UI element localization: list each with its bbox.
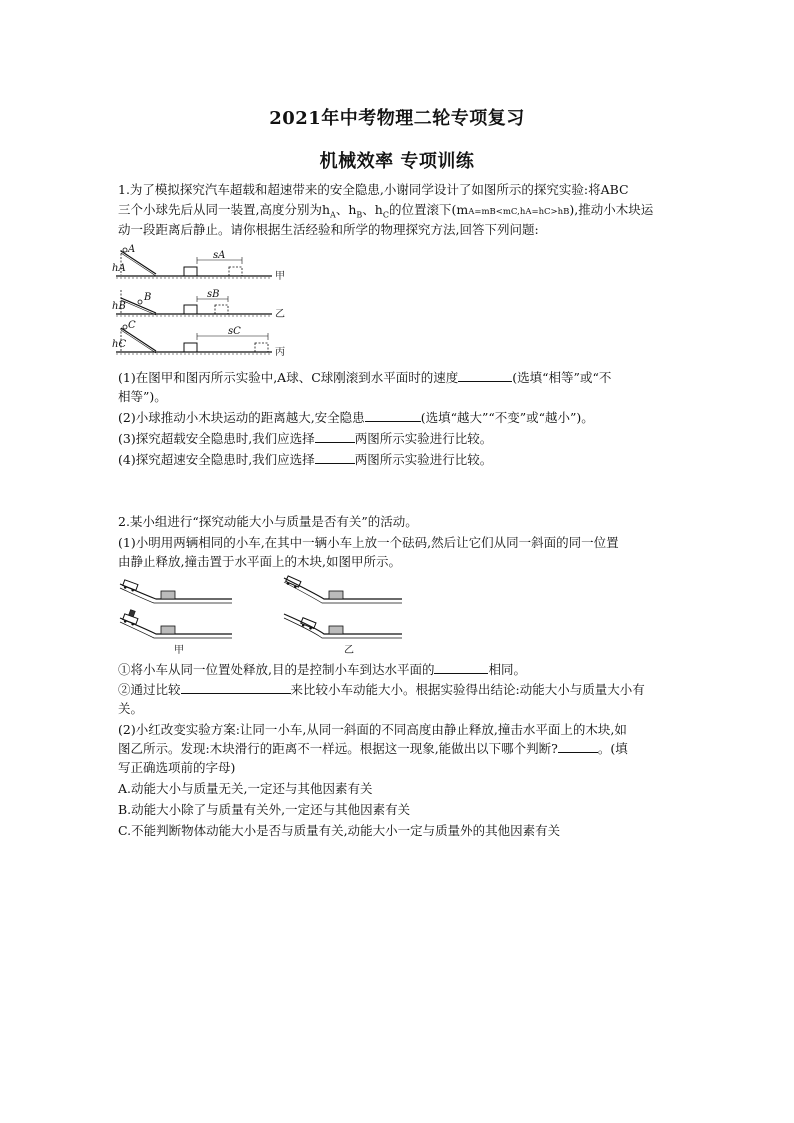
q1-stem-text: 的位置滚下(m: [388, 202, 469, 217]
q1-part1-cont: 相等”)。: [118, 389, 167, 404]
label-ball-c: C: [128, 320, 136, 331]
q2-part2-text: 。(填: [597, 741, 628, 756]
page-subtitle: 机械效率 专项训练: [319, 151, 475, 172]
label-row-jia: 甲: [275, 271, 285, 282]
q1-condition: A=mB<mC,hA=hC>hB: [468, 207, 570, 217]
q1-part4-text: (4)探究超速安全隐患时,我们应选择: [118, 452, 315, 467]
q1-part2: [118, 408, 708, 427]
fig-yi: [284, 576, 402, 656]
q2-part2-text: 图乙所示。发现:木块滑行的距离不一样远。根据这一现象,能做出以下哪个判断?: [118, 741, 558, 756]
subscript: B: [356, 210, 363, 220]
q1-part3: [118, 429, 708, 448]
answer-blank[interactable]: [315, 430, 355, 443]
q1-part4-text: 两图所示实验进行比较。: [354, 452, 493, 467]
q2-option-a: A.动能大小与质量无关,一定还与其他因素有关: [118, 781, 373, 796]
q2-part1-line2: 由静止释放,撞击置于水平面上的木块,如图甲所示。: [118, 554, 401, 569]
q2-figure: [112, 574, 412, 658]
label-row-yi: 乙: [275, 309, 285, 320]
q1-part2-text: (选填“越大”“不变”或“越小”)。: [420, 410, 594, 425]
q2-step2-text: 来比较小车动能大小。根据实验得出结论:动能大小与质量大小有: [290, 682, 645, 697]
fig-row-bing: [112, 320, 285, 358]
answer-blank[interactable]: [315, 451, 355, 464]
q1-part1: [118, 368, 708, 387]
q2-part2-line3: 写正确选项前的字母): [118, 760, 236, 775]
q2-step1-text: 相同。: [488, 662, 526, 677]
label-h-c: hC: [112, 339, 127, 350]
answer-blank[interactable]: [181, 681, 291, 694]
q2-part1-line1: (1)小明用两辆相同的小车,在其中一辆小车上放一个砝码,然后让它们从同一斜面的同一位置: [118, 535, 619, 550]
label-s-b: sB: [207, 289, 220, 300]
label-s-a: sA: [213, 250, 226, 261]
answer-blank[interactable]: [365, 409, 421, 422]
label-ball-b: B: [144, 292, 152, 303]
q1-stem-text: ),推动小木块运: [569, 202, 654, 217]
q1-part3-text: 两图所示实验进行比较。: [354, 431, 493, 446]
fig-jia: [120, 580, 232, 656]
q1-stem-line3: 动一段距离后静止。请你根据生活经验和所学的物理探究方法,回答下列问题:: [118, 222, 539, 237]
fig-row-jia: [112, 244, 285, 282]
q2-step1-text: ①将小车从同一位置处释放,目的是控制小车到达水平面的: [118, 662, 435, 677]
answer-blank[interactable]: [458, 369, 512, 382]
label-h-a: hA: [112, 263, 126, 274]
q2-step2-text: ②通过比较: [118, 682, 181, 697]
label-ball-a: A: [128, 244, 136, 255]
q1-part2-text: (2)小球推动小木块运动的距离越大,安全隐患: [118, 410, 365, 425]
q2-part2-line2: [118, 739, 708, 758]
q1-part4: [118, 450, 708, 469]
q1-stem-text: 三个小球先后从同一装置,高度分别为h: [118, 202, 331, 217]
q1-stem-line1: 1.为了模拟探究汽车超载和超速带来的安全隐患,小谢同学设计了如图所示的探究实验:将ABC: [118, 182, 629, 197]
label-h-b: hB: [112, 301, 126, 312]
label-fig-jia: 甲: [174, 645, 184, 656]
q1-stem-text: 、h: [335, 202, 357, 217]
label-fig-yi: 乙: [344, 645, 354, 656]
page-title: 2021年中考物理二轮专项复习: [269, 108, 525, 129]
q2-part2-line1: (2)小红改变实验方案:让同一小车,从同一斜面的不同高度由静止释放,撞击水平面上的木块,如: [118, 722, 627, 737]
q2-step1: [118, 660, 708, 679]
label-row-bing: 丙: [275, 347, 285, 358]
q1-part3-text: (3)探究超载安全隐患时,我们应选择: [118, 431, 315, 446]
answer-blank[interactable]: [558, 740, 598, 753]
q2-option-c: C.不能判断物体动能大小是否与质量有关,动能大小一定与质量外的其他因素有关: [118, 823, 561, 838]
fig-row-yi: [112, 289, 285, 320]
q1-stem-text: 、h: [362, 202, 383, 217]
q1-figure: [112, 244, 302, 362]
q2-stem: 2.某小组进行“探究动能大小与质量是否有关”的活动。: [118, 514, 418, 529]
subscript: C: [382, 210, 389, 220]
q1-part1-text: (1)在图甲和图丙所示实验中,A球、C球刚滚到水平面时的速度: [118, 370, 459, 385]
q1-part1-text: (选填“相等”或“不: [512, 370, 612, 385]
q2-option-b: B.动能大小除了与质量有关外,一定还与其他因素有关: [118, 802, 411, 817]
subscript: A: [330, 210, 336, 220]
label-s-c: sC: [228, 326, 241, 337]
q2-step2-cont: 关。: [118, 701, 144, 716]
q2-step2: [118, 680, 708, 699]
answer-blank[interactable]: [434, 661, 488, 674]
